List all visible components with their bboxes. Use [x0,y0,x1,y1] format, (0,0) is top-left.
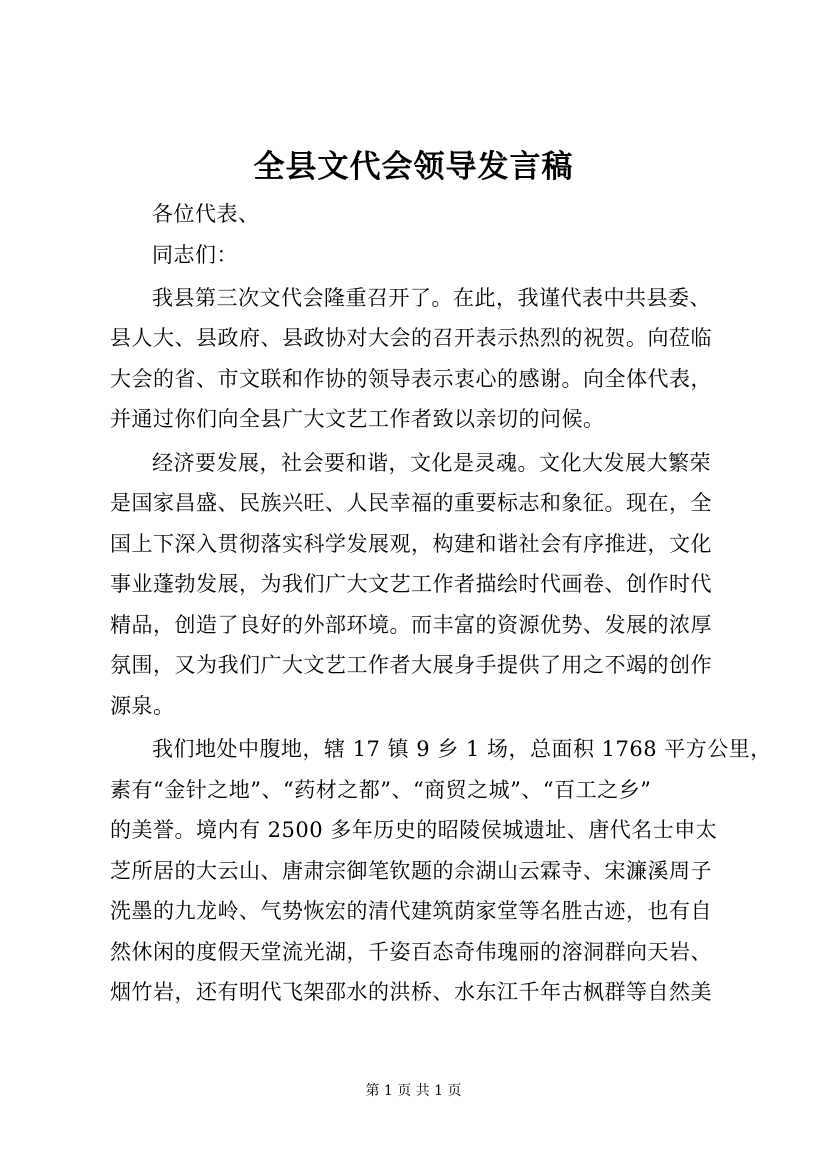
text-line: 的美誉。境内有 2500 多年历史的昭陵侯城遗址、唐代名士申太 [110,818,718,842]
page-footer: 第 1 页 共 1 页 [365,1083,462,1099]
document-title: 全县文代会领导发言稿 [253,149,574,185]
text-line: 然休闲的度假天堂流光湖，千姿百态奇伟瑰丽的溶洞群向天岩、 [110,940,712,964]
salutation-line: 同志们： [152,243,238,267]
text-line: 精品，创造了良好的外部环境。而丰富的资源优势、发展的浓厚 [110,613,712,637]
text-line: 我县第三次文代会隆重召开了。在此，我谨代表中共县委、 [152,286,711,310]
text-line: 是国家昌盛、民族兴旺、人民幸福的重要标志和象征。现在，全 [110,491,712,515]
text-line: 并通过你们向全县广大文艺工作者致以亲切的问候。 [110,407,605,431]
text-line: 芝所居的大云山、唐肃宗御笔钦题的佘湖山云霖寺、宋濂溪周子 [110,859,712,883]
text-line: 素有“金针之地”、“药材之都”、“商贸之城”、“百工之乡” [110,778,652,802]
text-line: 大会的省、市文联和作协的领导表示衷心的感谢。向全体代表， [110,367,712,391]
text-line: 我们地处中腹地，辖 17 镇 9 乡 1 场，总面积 1768 平方公里， [152,737,772,761]
text-line: 县人大、县政府、县政协对大会的召开表示热烈的祝贺。向莅临 [110,326,712,350]
text-line: 烟竹岩，还有明代飞架邵水的洪桥、水东江千年古枫群等自然美 [110,980,712,1004]
text-line: 氛围，又为我们广大文艺工作者大展身手提供了用之不竭的创作 [110,653,712,677]
text-line: 事业蓬勃发展，为我们广大文艺工作者描绘时代画卷、创作时代 [110,572,712,596]
salutation-line: 各位代表、 [152,202,260,226]
text-line: 国上下深入贯彻落实科学发展观，构建和谐社会有序推进，文化 [110,532,712,556]
text-line: 经济要发展，社会要和谐，文化是灵魂。文化大发展大繁荣 [152,451,711,475]
text-line: 洗墨的九龙岭、气势恢宏的清代建筑荫家堂等名胜古迹，也有自 [110,899,712,923]
text-line: 源泉。 [110,694,175,718]
